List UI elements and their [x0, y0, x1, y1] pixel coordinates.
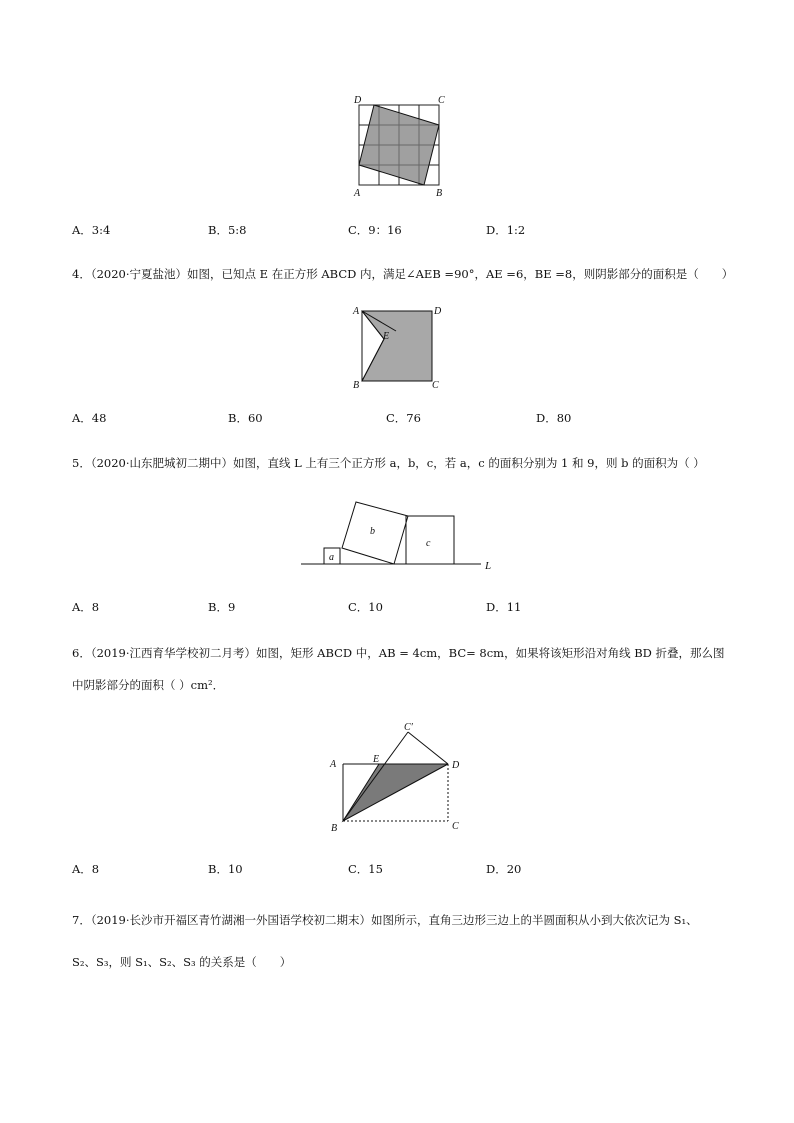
label-B: B — [436, 188, 443, 199]
label-A: A — [330, 759, 337, 770]
q7-text-line1: 7．（2019·长沙市开福区青竹湖湘一外国语学校初二期末）如图所示，直角三边形三边上的半圆面积从小到大依次记为 S₁、 — [72, 913, 698, 927]
q4-option-a: A．48 — [72, 411, 107, 425]
q4-option-b: B．60 — [228, 411, 263, 425]
q5-option-c: C．10 — [348, 600, 383, 614]
q5-option-d: D．11 — [486, 600, 522, 614]
q6-option-c: C．15 — [348, 862, 383, 876]
square-b — [342, 502, 408, 564]
q4-shaded-region — [362, 311, 432, 381]
q3-option-a: A．3:4 — [72, 223, 111, 237]
q7-text-line2: S₂、S₃，则 S₁、S₂、S₃ 的关系是（ ） — [72, 955, 292, 969]
q3-option-c: C．9：16 — [348, 223, 402, 237]
label-L: L — [485, 560, 492, 572]
q3-option-b: B．5:8 — [208, 223, 247, 237]
q4-option-c: C．76 — [386, 411, 421, 425]
label-a: a — [329, 552, 334, 563]
q3-option-d: D．1:2 — [486, 223, 526, 237]
label-E: E — [373, 754, 380, 765]
shaded-tilted-square — [359, 105, 439, 185]
figure-q6-rectangle — [326, 718, 476, 836]
label-c: c — [426, 538, 431, 549]
q6-option-a: A．8 — [72, 862, 100, 876]
q6-text-line1: 6．（2019·江西育华学校初二月考）如图，矩形 ABCD 中，AB = 4cm，BC= 8cm，如果将该矩形沿对角线 BD 折叠，那么图 — [72, 646, 725, 660]
label-b: b — [370, 526, 375, 537]
figure-q4-square — [350, 302, 450, 394]
q5-option-a: A．8 — [72, 600, 100, 614]
label-C-prime: C′ — [404, 722, 413, 733]
figure-grid-square — [340, 92, 460, 207]
label-B: B — [331, 823, 338, 834]
q5-text: 5．（2020·山东肥城初二期中）如图，直线 L 上有三个正方形 a，b，c，若 a，c 的面积分别为 1 和 9，则 b 的面积为（ ） — [72, 456, 705, 470]
q6-text-line2: 中阴影部分的面积（ ）cm²． — [72, 678, 225, 692]
q6-shaded-triangle — [343, 764, 448, 821]
q5-option-b: B．9 — [208, 600, 236, 614]
label-B: B — [353, 380, 360, 391]
figure-q5-squares — [298, 496, 508, 578]
q6-option-d: D．20 — [486, 862, 522, 876]
label-C: C — [432, 380, 439, 391]
label-E: E — [383, 331, 390, 342]
label-D: D — [354, 95, 362, 106]
q4-text: 4．（2020·宁夏盐池）如图，已知点 E 在正方形 ABCD 内，满足∠AEB =90°，AE =6，BE =8，则阴影部分的面积是（ ） — [72, 267, 734, 281]
label-D: D — [452, 760, 460, 771]
label-A: A — [354, 188, 361, 199]
label-C: C — [438, 95, 445, 106]
q6-option-b: B．10 — [208, 862, 243, 876]
label-C: C — [452, 821, 459, 832]
q4-option-d: D．80 — [536, 411, 572, 425]
label-D: D — [434, 306, 442, 317]
label-A: A — [353, 306, 360, 317]
